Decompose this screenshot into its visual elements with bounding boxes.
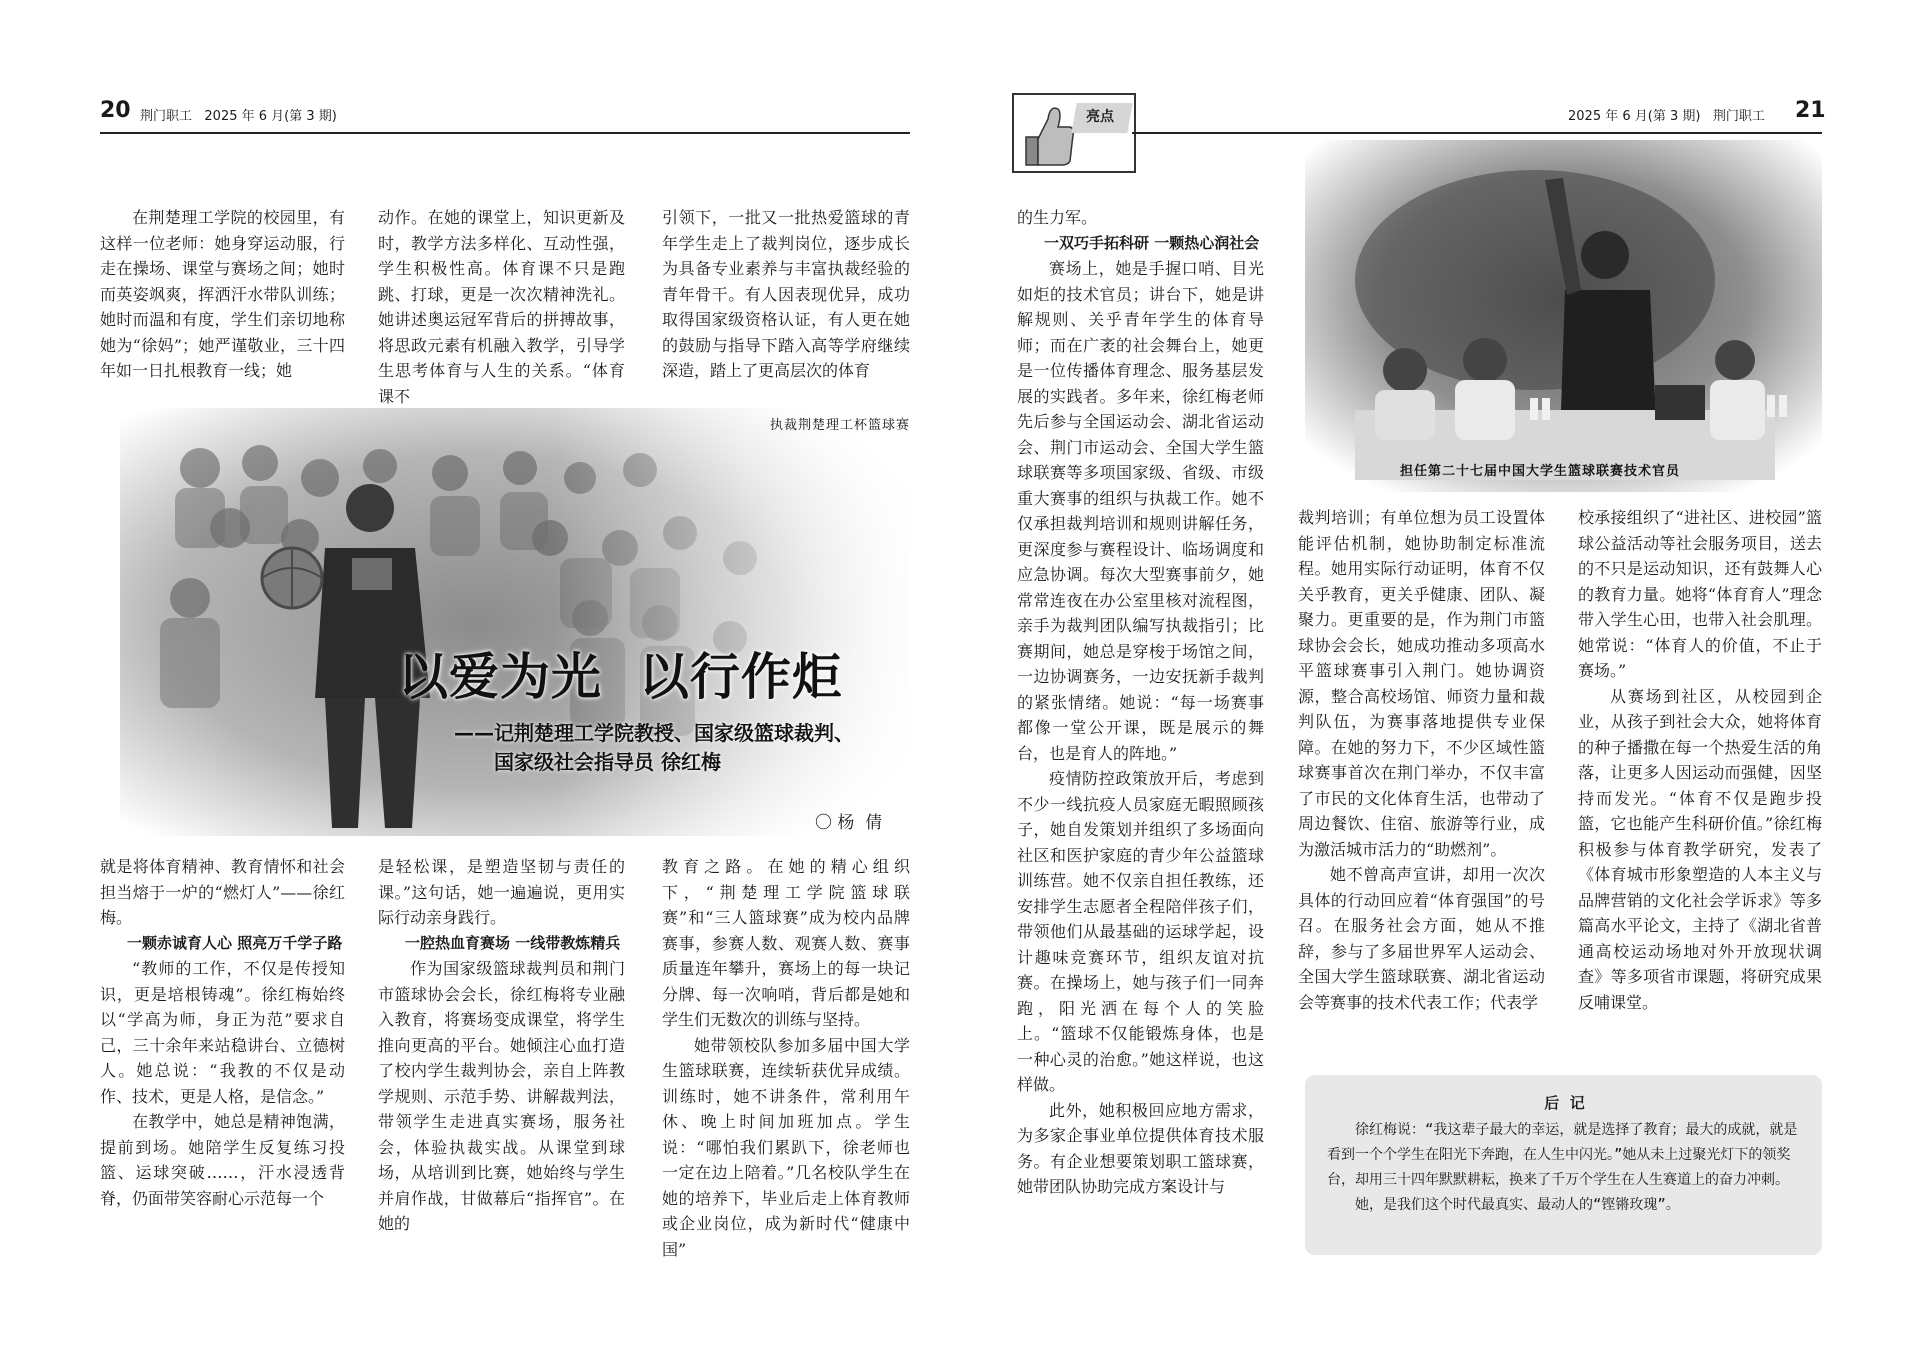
page-number-right: 21 xyxy=(1795,98,1826,123)
badge-label: 亮点 xyxy=(1086,109,1114,125)
section-heading: 一腔热血育赛场 一线带教炼精兵 xyxy=(405,933,621,952)
paragraph: 从赛场到社区，从校园到企业，从孩子到社会大众，她将体育的种子播撒在每一个热爱生活的角落，让更多人因运动而强健，因坚持而发光。“体育不仅是跑步投篮，它也能产生科研价值。”徐红梅积极参与体育教学研究，发表了《体育城市形象塑造的人本主义与品牌营销的文化社会学诉求》等多篇高水平论文，主持了《湖北省普通高校运动场地对外开放现状调查》等多项省市课题，将研究成果反哺课堂。 xyxy=(1578,686,1822,1012)
paragraph: 她带领校队参加多届中国大学生篮球联赛，连续斩获优异成绩。训练时，她不讲条件，常利用午休、晚上时间加班加点。学生说：“哪怕我们累趴下，徐老师也一定在边上陪着。”几名校队学生在她的培养下，毕业后走上体育教师或企业岗位，成为新时代“健康中国” xyxy=(662,1035,910,1259)
paragraph: 引领下，一批又一批热爱篮球的青年学生走上了裁判岗位，逐步成长为具备专业素养与丰富执裁经验的青年骨干。有人因表现优异，成功取得国家级资格认证，有人更在她的鼓励与指导下踏入高等学府继续深造，踏上了更高层次的体育 xyxy=(662,208,910,380)
paragraph: “教师的工作，不仅是传授知识，更是培根铸魂”。徐红梅始终以“学高为师，身正为范”要求自己，三十余年来站稳讲台、立德树人。她总说：“我教的不仅是动作、技术，更是人格，是信念。” xyxy=(100,959,345,1106)
photo-caption-left: 执裁荆楚理工杯篮球赛 xyxy=(769,418,910,433)
paragraph: 在教学中，她总是精神饱满，提前到场。她陪学生反复练习投篮、运球突破……，汗水浸透背脊，仍面带笑容耐心示范每一个 xyxy=(100,1112,345,1208)
right-column-1 xyxy=(1017,205,1264,1200)
left-bottom-column-1 xyxy=(100,854,345,1211)
right-column-2 xyxy=(1298,505,1545,1015)
paragraph: 校承接组织了“进社区、进校园”篮球公益活动等社会服务项目，送去的不只是运动知识，还有鼓舞人心的教育力量。她将“体育育人”理念带入学生心田，也带入社会肌理。她常说：“体育人的价值，不止于赛场。” xyxy=(1578,508,1822,680)
section-heading: 一双巧手拓科研 一颗热心润社会 xyxy=(1044,233,1260,252)
article-subtitle-line-2: 国家级社会指导员 徐红梅 xyxy=(494,750,721,774)
paragraph: 就是将体育精神、教育情怀和社会担当熔于一炉的“燃灯人”——徐红梅。 xyxy=(100,857,345,927)
paragraph: 此外，她积极回应地方需求，为多家企事业单位提供体育技术服务。有企业想要策划职工篮球赛，她带团队协助完成方案设计与 xyxy=(1017,1100,1264,1196)
paragraph: 的生力军。 xyxy=(1017,208,1098,227)
paragraph: 在荆楚理工学院的校园里，有这样一位老师：她身穿运动服，行走在操场、课堂与赛场之间；她时而英姿飒爽，挥洒汗水带队训练；她时而温和有度，学生们亲切地称她为“徐妈”；她严谨敬业，三十四年如一日扎根教育一线；她 xyxy=(100,208,345,380)
left-top-column-2 xyxy=(378,205,625,409)
thumbs-up-icon xyxy=(1018,97,1076,169)
left-top-column-3 xyxy=(662,205,910,384)
left-bottom-column-3 xyxy=(662,854,910,1262)
afterword-title: 后 记 xyxy=(1544,1094,1585,1112)
paragraph: 是轻松课，是塑造坚韧与责任的课。”这句话，她一遍遍说，更用实际行动亲身践行。 xyxy=(378,857,625,927)
right-column-3 xyxy=(1578,505,1822,1015)
left-top-column-1 xyxy=(100,205,345,384)
section-heading: 一颗赤诚育人心 照亮万千学子路 xyxy=(127,933,343,952)
left-bottom-column-2 xyxy=(378,854,625,1237)
highlight-badge xyxy=(1012,93,1136,173)
photo-caption-right: 担任第二十七届中国大学生篮球联赛技术官员 xyxy=(1400,464,1681,479)
header-rule-right xyxy=(1132,132,1822,134)
paragraph: 疫情防控政策放开后，考虑到不少一线抗疫人员家庭无暇照顾孩子，她自发策划并组织了多场面向社区和医护家庭的青少年公益篮球训练营。她不仅亲自担任教练，还安排学生志愿者全程陪伴孩子们，带领他们从最基础的运球学起，设计趣味竞赛环节，组织友谊对抗赛。在操场上，她与孩子们一同奔跑，阳光洒在每个人的笑脸上。“篮球不仅能锻炼身体，也是一种心灵的治愈。”她这样说，也这样做。 xyxy=(1017,769,1264,1094)
afterword-paragraph: 徐红梅说：“我这辈子最大的幸运，就是选择了教育；最大的成就，就是看到一个个学生在阳光下奔跑，在人生中闪光。”她从未上过聚光灯下的领奖台，却用三十四年默默耕耘，换来了千万个学生在人生赛道上的奋力冲刺。 xyxy=(1327,1122,1798,1188)
technical-official-photo-graphic xyxy=(1305,140,1822,492)
paragraph: 动作。在她的课堂上，知识更新及时，教学方法多样化、互动性强，学生积极性高。体育课不只是跑跳、打球，更是一次次精神洗礼。她讲述奥运冠军背后的拼搏故事，将思政元素有机融入教学，引导学生思考体育与人生的关系。“体育课不 xyxy=(378,208,625,406)
running-header-right: 2025 年 6 月(第 3 期) 荆门职工 xyxy=(1568,109,1765,124)
paragraph: 教育之路。在她的精心组织下，“荆楚理工学院篮球联赛”和“三人篮球赛”成为校内品牌赛事，参赛人数、观赛人数、赛事质量连年攀升，赛场上的每一块记分牌、每一次响哨，背后都是她和学生们无数次的训练与坚持。 xyxy=(662,857,910,1029)
paragraph: 赛场上，她是手握口哨、目光如炬的技术官员；讲台下，她是讲解规则、关乎青年学生的体育导师；而在广袤的社会舞台上，她更是一位传播体育理念、服务基层发展的实践者。多年来，徐红梅老师先后参与全国运动会、湖北省运动会、荆门市运动会、全国大学生篮球联赛等多项国家级、省级、市级重大赛事的组织与执裁工作。她不仅承担裁判培训和规则讲解任务，更深度参与赛程设计、临场调度和应急协调。每次大型赛事前夕，她常常连夜在办公室里核对流程图，亲手为裁判团队编写执裁指引；比赛期间，她总是穿梭于场馆之间，一边协调赛务，一边安抚新手裁判的紧张情绪。她说：“每一场赛事都像一堂公开课，既是展示的舞台，也是育人的阵地。” xyxy=(1017,259,1264,763)
running-header-left: 荆门职工 2025 年 6 月(第 3 期) xyxy=(140,109,337,124)
byline: 〇 杨 倩 xyxy=(815,813,883,833)
paragraph: 裁判培训；有单位想为员工设置体能评估机制，她协助制定标准流程。她用实际行动证明，体育不仅关乎教育，更关乎健康、团队、凝聚力。更重要的是，作为荆门市篮球协会会长，她成功推动多项高水平篮球赛事引入荆门。她协调资源，整合高校场馆、师资力量和裁判队伍，为赛事落地提供专业保障。在她的努力下，不少区域性篮球赛事首次在荆门举办，不仅丰富了市民的文化体育生活，也带动了周边餐饮、住宿、旅游等行业，成为激活城市活力的“助燃剂”。 xyxy=(1298,508,1545,859)
header-rule-left xyxy=(100,132,910,134)
photo-technical-official xyxy=(1305,140,1822,492)
afterword-paragraph: 她，是我们这个时代最真实、最动人的“铿锵玫瑰”。 xyxy=(1355,1197,1680,1213)
afterword-box xyxy=(1305,1075,1822,1255)
paragraph: 作为国家级篮球裁判员和荆门市篮球协会会长，徐红梅将专业融入教育，将赛场变成课堂，将学生推向更高的平台。她倾注心血打造了校内学生裁判协会，亲自上阵教学规则、示范手势、讲解裁判法，带领学生走进真实赛场，服务社会，体验执裁实战。从课堂到球场，从培训到比赛，她始终与学生并肩作战，甘做幕后“指挥官”。在她的 xyxy=(378,959,625,1233)
article-subtitle-line-1: ——记荆楚理工学院教授、国家级篮球裁判、 xyxy=(454,721,854,745)
article-title: 以爱为光 以行作炬 xyxy=(398,647,843,706)
page-number-left: 20 xyxy=(100,98,131,123)
paragraph: 她不曾高声宣讲，却用一次次具体的行动回应着“体育强国”的号召。在服务社会方面，她从不推辞，参与了多届世界军人运动会、全国大学生篮球联赛、湖北省运动会等赛事的技术代表工作；代表学 xyxy=(1298,865,1545,1012)
